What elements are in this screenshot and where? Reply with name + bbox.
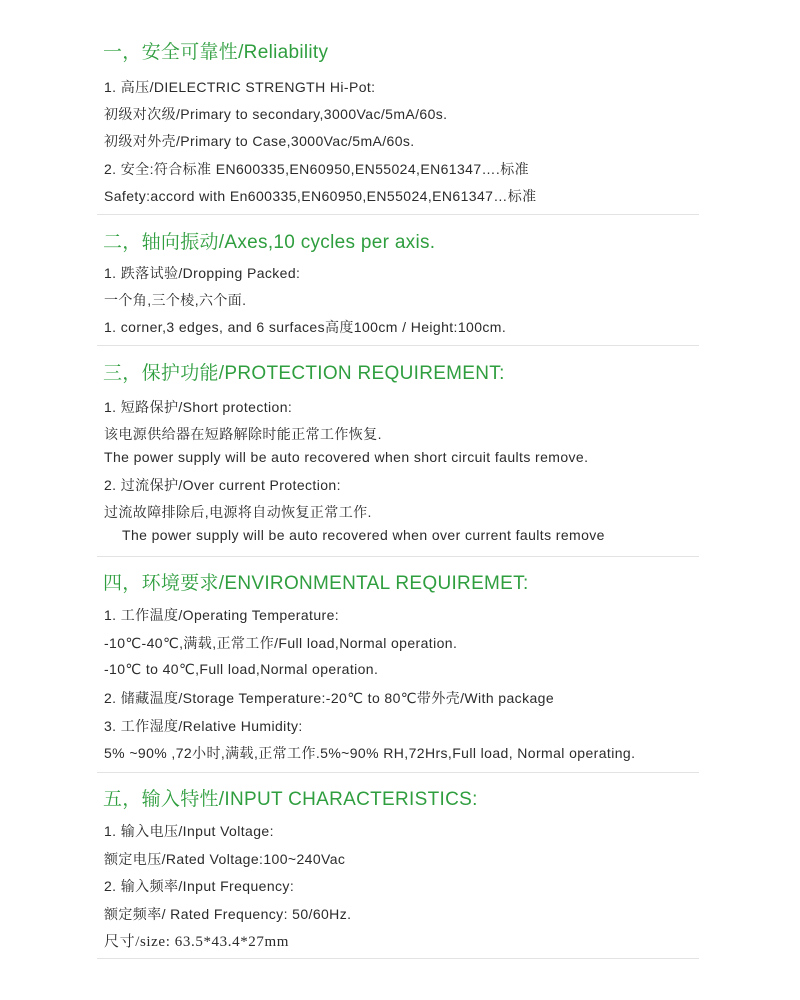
spec-line: 初级对外壳/Primary to Case,3000Vac/5mA/60s. (104, 133, 415, 149)
spec-line: 3. 工作湿度/Relative Humidity: (104, 718, 303, 734)
spec-line: 1. 高压/DIELECTRIC STRENGTH Hi-Pot: (104, 79, 376, 95)
spec-line: 2. 安全:符合标准 EN600335,EN60950,EN55024,EN61347….标准 (104, 161, 530, 177)
section-heading-input: 五，输入特性/INPUT CHARACTERISTICS: (103, 789, 478, 810)
spec-line: 额定电压/Rated Voltage:100~240Vac (104, 851, 346, 867)
section-divider (97, 556, 699, 557)
section-heading-axes: 二，轴向振动/Axes,10 cycles per axis. (103, 232, 436, 253)
spec-line: 2. 储藏温度/Storage Temperature:-20℃ to 80℃带外壳/With package (104, 690, 555, 706)
spec-line: 初级对次级/Primary to secondary,3000Vac/5mA/60s. (104, 106, 448, 122)
section-divider (97, 345, 699, 346)
section-divider (97, 772, 699, 773)
section-divider (97, 958, 699, 959)
spec-line: Safety:accord with En600335,EN60950,EN55024,EN61347…标准 (104, 188, 537, 204)
spec-line: 5% ~90% ,72小时,满载,正常工作.5%~90% RH,72Hrs,Full load, Normal operating. (104, 745, 636, 761)
spec-line: 1. 跌落试验/Dropping Packed: (104, 265, 301, 281)
spec-line: 额定频率/ Rated Frequency: 50/60Hz. (104, 906, 352, 922)
spec-line: 1. 输入电压/Input Voltage: (104, 823, 274, 839)
section-heading-protection: 三，保护功能/PROTECTION REQUIREMENT: (103, 363, 505, 384)
section-heading-reliability: 一，安全可靠性/Reliability (103, 42, 329, 63)
spec-line: 过流故障排除后,电源将自动恢复正常工作. (104, 504, 372, 520)
spec-line: The power supply will be auto recovered when over current faults remove (122, 527, 605, 543)
section-divider (97, 214, 699, 215)
spec-line: 1. corner,3 edges, and 6 surfaces高度100cm / Height:100cm. (104, 319, 507, 335)
spec-line: 该电源供给器在短路解除时能正常工作恢复. (104, 426, 382, 442)
spec-line: The power supply will be auto recovered when short circuit faults remove. (104, 449, 589, 465)
spec-line: 一个角,三个棱,六个面. (104, 292, 247, 308)
section-heading-environmental: 四，环境要求/ENVIRONMENTAL REQUIREMET: (103, 573, 529, 594)
spec-line: 1. 短路保护/Short protection: (104, 399, 293, 415)
spec-line: 2. 输入频率/Input Frequency: (104, 878, 295, 894)
spec-line: 2. 过流保护/Over current Protection: (104, 477, 341, 493)
size-line: 尺寸/size: 63.5*43.4*27mm (104, 934, 290, 950)
spec-line: -10℃-40℃,满载,正常工作/Full load,Normal operation. (104, 635, 458, 651)
spec-line: 1. 工作温度/Operating Temperature: (104, 607, 340, 623)
spec-line: -10℃ to 40℃,Full load,Normal operation. (104, 661, 379, 677)
